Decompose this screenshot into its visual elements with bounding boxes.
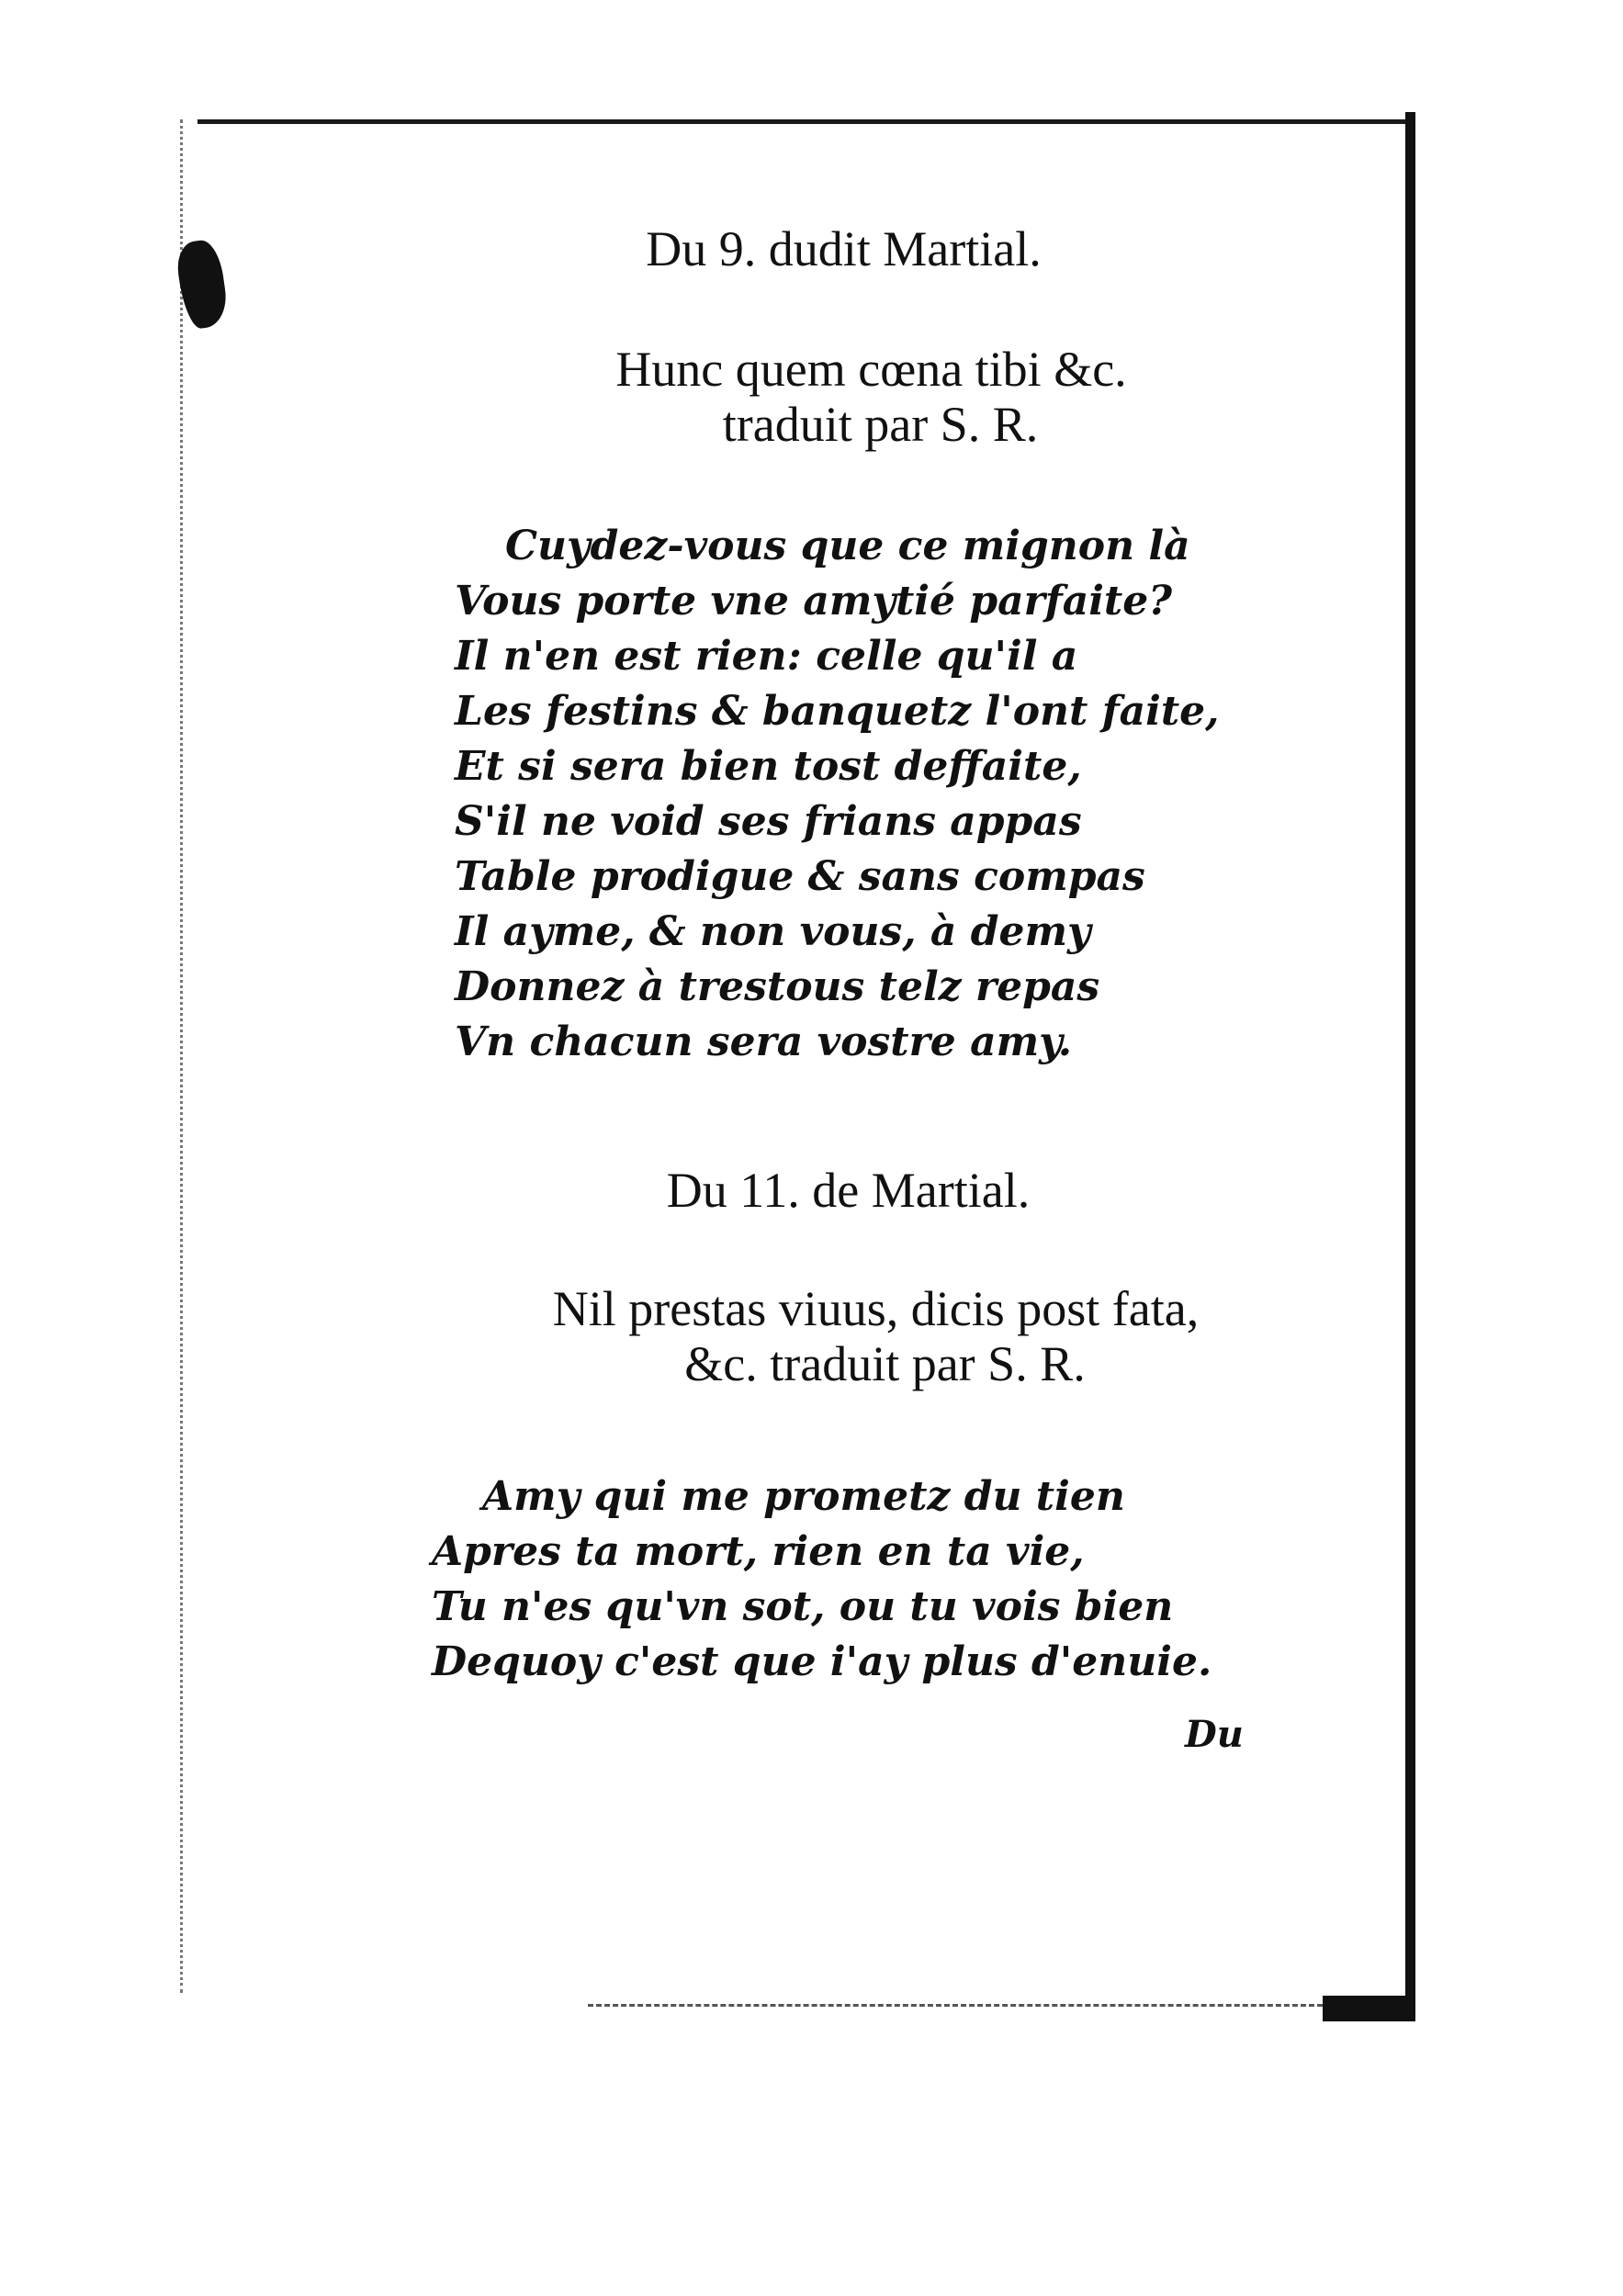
latin-incipit-1 xyxy=(0,342,1623,452)
poem-line: Cuydez-vous que ce mignon là xyxy=(505,523,1190,569)
poem-line: Vn chacun sera vostre amy. xyxy=(455,1019,1073,1065)
poem-line: Vous porte vne amytié parfaite? xyxy=(455,578,1173,625)
poem-line: Dequoy c'est que i'ay plus d'enuie. xyxy=(432,1638,1212,1685)
latin-incipit-2-line1: Nil prestas viuus, dicis post fata, xyxy=(552,1281,1200,1336)
section-heading-1: Du 9. dudit Martial. xyxy=(646,221,1042,276)
latin-incipit-1-line2: traduit par S. R. xyxy=(722,397,1039,452)
catchword: Du xyxy=(1185,1713,1244,1756)
poem-line: Donnez à trestous telz repas xyxy=(455,963,1100,1010)
poem-line: Il ayme, & non vous, à demy xyxy=(455,908,1091,955)
poem-line: Amy qui me prometz du tien xyxy=(482,1473,1125,1520)
latin-incipit-2 xyxy=(0,1281,1623,1391)
poem-2 xyxy=(432,1469,1212,1690)
page-border-bottom xyxy=(588,2004,1323,2007)
poem-line: Les festins & banquetz l'ont faite, xyxy=(455,688,1220,735)
poem-line: Apres ta mort, rien en ta vie, xyxy=(432,1528,1085,1575)
poem-line: Table prodigue & sans compas xyxy=(455,853,1145,900)
section-heading-2: Du 11. de Martial. xyxy=(666,1163,1031,1218)
poem-line: S'il ne void ses frians appas xyxy=(455,798,1082,845)
latin-incipit-2-line2: &c. traduit par S. R. xyxy=(684,1336,1086,1391)
poem-line: Il n'en est rien: celle qu'il a xyxy=(455,633,1078,680)
page-border-corner xyxy=(1323,1996,1415,2021)
poem-1 xyxy=(455,519,1219,1070)
poem-line: Tu n'es qu'vn sot, ou tu vois bien xyxy=(432,1583,1174,1630)
page-border-top xyxy=(197,119,1414,124)
poem-line: Et si sera bien tost deffaite, xyxy=(455,743,1082,790)
latin-incipit-1-line1: Hunc quem cœna tibi &c. xyxy=(615,342,1127,397)
